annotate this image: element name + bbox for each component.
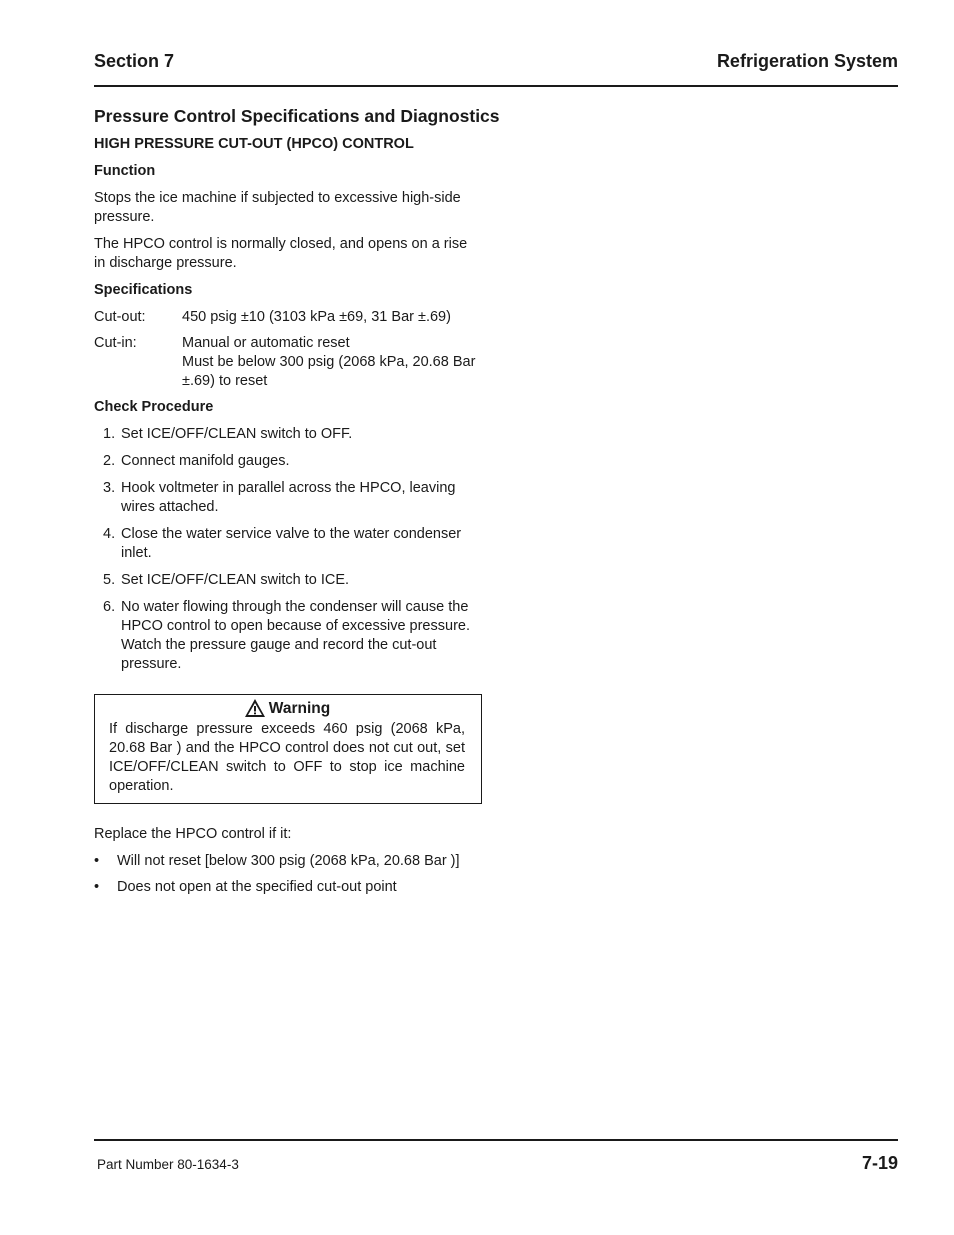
page-title: Pressure Control Specifications and Diagnostics bbox=[94, 106, 500, 126]
chapter-title: Refrigeration System bbox=[716, 51, 898, 71]
spec-cutin-line-1: Manual or automatic reset bbox=[182, 335, 350, 351]
procedure-step bbox=[94, 571, 482, 590]
list-item bbox=[94, 852, 482, 871]
function-paragraph-2: The HPCO control is normally closed, and opens on a rise in discharge pressure. bbox=[94, 236, 468, 271]
procedure-step bbox=[94, 598, 482, 674]
page-number: 7-19 bbox=[861, 1153, 898, 1173]
procedure-step bbox=[94, 452, 482, 471]
list-item-text: Does not open at the specified cut-out point bbox=[117, 879, 397, 895]
step-number: 4. bbox=[103, 526, 116, 542]
procedure-step bbox=[94, 425, 482, 444]
section-label: Section 7 bbox=[94, 51, 175, 71]
warning-box bbox=[94, 694, 482, 804]
list-item bbox=[94, 878, 482, 897]
step-text: Connect manifold gauges. bbox=[121, 453, 290, 469]
spec-cutout-text: 450 psig ±10 (3103 kPa ±69, 31 Bar ±.69) bbox=[182, 309, 451, 325]
page-footer bbox=[94, 1139, 898, 1173]
spec-cutout-value bbox=[182, 308, 451, 327]
page-header bbox=[94, 49, 898, 87]
hpco-heading: HIGH PRESSURE CUT-OUT (HPCO) CONTROL bbox=[94, 136, 414, 152]
step-text: Set ICE/OFF/CLEAN switch to OFF. bbox=[121, 426, 353, 442]
step-number: 5. bbox=[103, 572, 116, 588]
spec-cutin-row bbox=[94, 334, 482, 391]
procedure-step bbox=[94, 479, 482, 517]
warning-header bbox=[109, 698, 465, 718]
function-paragraph-1: Stops the ice machine if subjected to excessive high-side pressure. bbox=[94, 190, 461, 225]
replace-intro: Replace the HPCO control if it: bbox=[94, 826, 292, 842]
function-heading: Function bbox=[94, 163, 156, 179]
step-number: 3. bbox=[103, 480, 116, 496]
spec-cutout-row bbox=[94, 308, 482, 327]
step-number: 6. bbox=[103, 599, 116, 615]
step-text: Set ICE/OFF/CLEAN switch to ICE. bbox=[121, 572, 350, 588]
specifications-heading: Specifications bbox=[94, 282, 193, 298]
bullet-icon: • bbox=[94, 879, 100, 895]
list-item-text: Will not reset [below 300 psig (2068 kPa, 20.68 Bar )] bbox=[117, 853, 460, 869]
warning-triangle-icon bbox=[244, 698, 266, 718]
replace-criteria-list bbox=[94, 852, 482, 897]
step-text: No water flowing through the condenser will cause the HPCO control to open because of excessive pressure. Watch the pressure gauge and record the cut-out pressure. bbox=[121, 599, 470, 672]
procedure-step bbox=[94, 525, 482, 563]
check-procedure-heading: Check Procedure bbox=[94, 399, 214, 415]
warning-title: Warning bbox=[268, 699, 331, 717]
spec-cutin-line-2: Must be below 300 psig (2068 kPa, 20.68 Bar ±.69) to reset bbox=[182, 354, 476, 389]
step-text: Hook voltmeter in parallel across the HPCO, leaving wires attached. bbox=[121, 480, 456, 515]
step-text: Close the water service valve to the water condenser inlet. bbox=[121, 526, 462, 561]
spec-cutin-label: Cut-in: bbox=[94, 335, 137, 351]
step-number: 1. bbox=[103, 426, 116, 442]
spec-cutin-value bbox=[182, 334, 482, 391]
warning-triangle-svg bbox=[244, 698, 266, 718]
warning-text: If discharge pressure exceeds 460 psig (2068 kPa, 20.68 Bar ) and the HPCO control does not cut out, set ICE/OFF/CLEAN switch to OFF to stop ice machine operation. bbox=[109, 721, 465, 794]
part-number: Part Number 80-1634-3 bbox=[97, 1157, 239, 1172]
main-content bbox=[94, 106, 500, 904]
spec-cutout-label: Cut-out: bbox=[94, 309, 146, 325]
check-procedure-list bbox=[94, 425, 482, 674]
bullet-icon: • bbox=[94, 853, 100, 869]
step-number: 2. bbox=[103, 453, 116, 469]
